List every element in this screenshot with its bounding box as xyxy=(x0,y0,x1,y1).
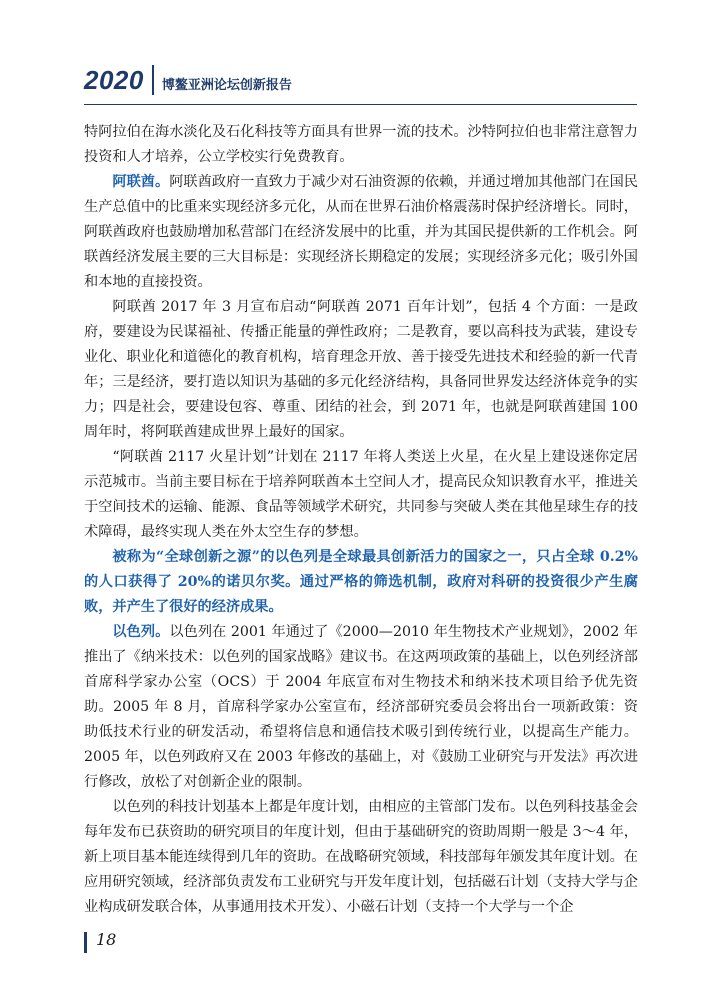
paragraph-text: 以色列的科技计划基本上都是年度计划，由相应的主管部门发布。以色列科技基金会每年发布已获资助的研究项目的年度计划，但由于基础研究的资助周期一般是 3～4 年，新上项目基本能连续得到几年的资助。在战略研究领域，科技部每年颁发其年度计划。在应用研究领域，经济部负责发布工业研究与开发年度计划，包括磁石计划（支持大学与企业构成研发联合体，从事通用技术开发）、小磁石计划（支持一个大学与一个企 xyxy=(84,799,638,915)
paragraph-text: “阿联酋 2117 火星计划”计划在 2117 年将人类送上火星，在火星上建设迷你定居示范城市。当前主要目标在于培养阿联酋本土空间人才，提高民众知识教育水平，推进关于空间技术的运输、能源、食品等领域学术研究，共同参与突破人类在其他星球生存的技术障碍，最终实现人类在外太空生存的梦想。 xyxy=(84,449,638,540)
header-title: 博鳌亚洲论坛创新报告 xyxy=(161,77,292,93)
paragraph xyxy=(84,795,638,920)
page-number: 18 xyxy=(96,930,117,949)
paragraph-text: 以色列在 2001 年通过了《2000—2010 年生物技术产业规划》，2002 年推出了《纳米技术：以色列的国家战略》建议书。在这两项政策的基础上，以色列经济部首席科学家办公室（OCS）于 2004 年底宣布对生物技术和纳米技术项目给予优先资助。2005 年 8 月，首席科学家办公室宣布，经济部研究委员会将出台一项新政策：资助低技术行业的研发活动，希望将信息和通信技术吸引到传统行业，以提高生产能力。2005 年，以色列政府又在 2003 年修改的基础上，对《鼓励工业研究与开发法》再次进行修改，放松了对创新企业的限制。 xyxy=(84,624,638,790)
paragraph xyxy=(84,445,638,545)
footer-bar xyxy=(84,932,87,953)
body-text xyxy=(84,120,638,920)
paragraph-text: 特阿拉伯在海水淡化及石化科技等方面具有世界一流的技术。沙特阿拉伯也非常注意智力投资和人才培养，公立学校实行免费教育。 xyxy=(84,124,638,165)
running-header xyxy=(84,60,292,100)
header-year: 2020 xyxy=(84,64,144,95)
paragraph xyxy=(84,295,638,445)
paragraph-lead: 以色列。 xyxy=(112,624,170,640)
paragraph-lead: 阿联酋。 xyxy=(112,174,170,190)
header-divider xyxy=(152,65,154,95)
paragraph-text: 阿联酋 2017 年 3 月宣布启动“阿联酋 2071 百年计划”，包括 4 个方面：一是政府，要建设为民谋福祉、传播正能量的弹性政府；二是教育，要以高科技为武装，建设专业化、职业化和道德化的教育机构，培育理念开放、善于接受先进技术和经验的新一代青年；三是经济，要打造以知识为基础的多元化经济结构，具备同世界发达经济体竞争的实力；四是社会，要建设包容、尊重、团结的社会，到 2071 年，也就是阿联酋建国 100 周年时，将阿联酋建成世界上最好的国家。 xyxy=(84,299,638,440)
highlight-paragraph xyxy=(84,545,638,620)
header-rule xyxy=(84,104,637,105)
paragraph xyxy=(84,170,638,295)
paragraph-text: 阿联酋政府一直致力于减少对石油资源的依赖，并通过增加其他部门在国民生产总值中的比重来实现经济多元化，从而在世界石油价格震荡时保护经济增长。同时，阿联酋政府也鼓励增加私营部门在经济发展中的比重，并为其国民提供新的工作机会。阿联酋经济发展主要的三大目标是：实现经济长期稳定的发展；实现经济多元化；吸引外国和本地的直接投资。 xyxy=(84,174,638,290)
paragraph xyxy=(84,620,638,795)
paragraph xyxy=(84,120,638,170)
paragraph-text: 被称为“全球创新之源”的以色列是全球最具创新活力的国家之一，只占全球 0.2% 的人口获得了 20%的诺贝尔奖。通过严格的筛选机制，政府对科研的投资很少产生腐败，并产生了很好的经济成果。 xyxy=(84,549,638,615)
